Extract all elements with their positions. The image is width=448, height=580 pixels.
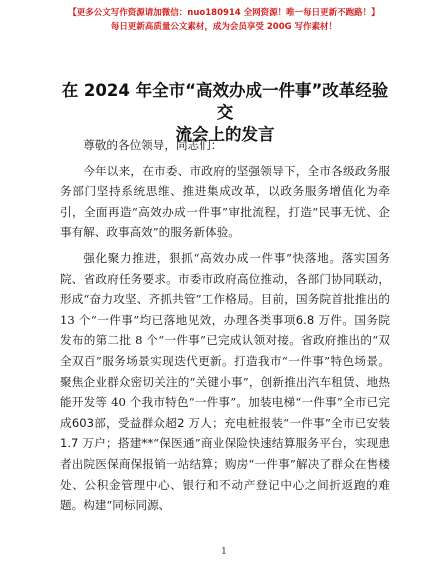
paragraph-2-text-e: 部，受益群众超 — [93, 415, 178, 430]
paragraph-2-text-c: 件。国务院发布的第二批 8 个“一件事”已完成认领对接。省政府推出的“双全双百”服务场景实现迭代更新。打造我市“一件事”特色场景。聚焦企业群众密切关注的“关键小事”，创新推出汽车租赁、地热能开发等 40 个我市特色“一件事”。加装电梯“一件事”全市已完成 — [60, 312, 390, 430]
promo-banner-line-2: 每日更新高质量公文素材，成为会员享受 200G 写作素材！ — [110, 22, 338, 32]
highlight-2-wan-ren: 2 万人 — [177, 415, 213, 430]
title-line-2: 流会上的发言 — [175, 125, 275, 144]
highlight-603: 603 — [71, 415, 94, 430]
paragraph-2-text-g: ；充电桩报装“一件事”全市已安装 — [212, 415, 390, 430]
paragraph-1: 今年以来，在市委、市政府的坚强领导下，全市各级政务服务部门坚持系统思维、推进集成改革，以政务服务增值化为牵引，全面再造“高效办成一件事”审批流程，打造“民事无忧、企事有解、政事高效”的服务新体验。 — [60, 163, 390, 240]
document-body — [60, 135, 390, 516]
highlight-6-8-wan: 6.8 万 — [295, 312, 331, 327]
title-line-1: 在 2024 年全市“高效办成一件事”改革经验交 — [61, 81, 389, 122]
paragraph-2 — [60, 248, 390, 516]
paragraph-2-text-i: ；搭建**“保医通”商业保险快速结算服务平台，实现患者出院医保商保报销一站结算；购房“一件事”解决了群众在售楼处、公积金管理中心、银行和不动产登记中心之间折返跑的难题。构建“同标同源、 — [60, 436, 391, 513]
greeting: 尊敬的各位领导，同志们： — [83, 138, 223, 152]
highlight-1-7-wan-hu: 1.7 万户 — [60, 436, 107, 451]
paragraph-2-text-a: 强化聚力推进，狠抓“高效办成一件事”快落地。落实国务院、省政府任务要求。市委市政府高位推动，各部门协同联动，形成“奋力攻坚、齐抓共管”工作格局。目前，国务院首批推出的 13 个“一件事”均已落地见效，办理各类事项 — [60, 250, 390, 327]
promo-banner-line-1: 【更多公文写作资源请加微信：nuo180914 全网资源！唯一每日更新不跑路！】 — [68, 8, 380, 18]
page-number: 1 — [221, 547, 227, 557]
